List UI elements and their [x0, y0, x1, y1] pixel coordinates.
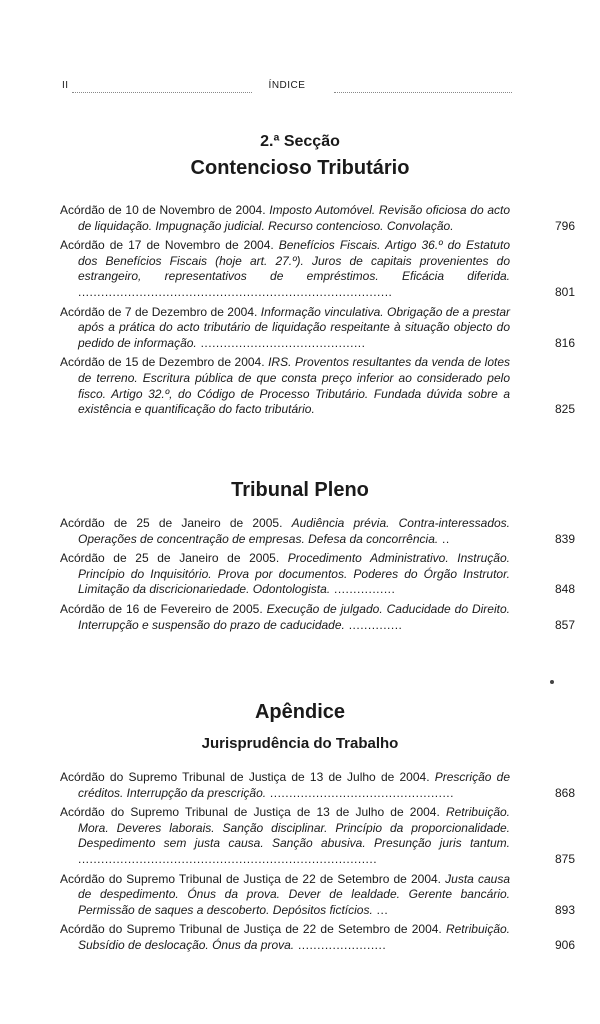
entry-page: 816 [554, 335, 575, 350]
entry-title: Audiência prévia. Contra-interessados. Operações de concentração de empresas. Defesa da concorrência. [78, 516, 511, 546]
toc-list [60, 770, 575, 958]
entry-lead: Acórdão de 15 de Dezembro de 2004. [60, 355, 269, 370]
entry-page: 868 [554, 785, 575, 800]
entry-lead: Acórdão de 25 de Janeiro de 2005. [60, 551, 288, 566]
entry-lead: Acórdão do Supremo Tribunal de Justiça de 22 de Setembro de 2004. [60, 922, 446, 937]
dot-leader: ........................................... [196, 335, 366, 350]
entry-title: Execução de julgado. Caducidade do Direito. Interrupção e suspensão do prazo de caducidade. [78, 601, 510, 632]
toc-list [60, 203, 575, 422]
toc-entry[interactable] [60, 602, 575, 633]
entry-title: Justa causa de despedimento. Ónus da prova. Dever de lealdade. Gerente bancário. Permissão de saques a descoberto. Depósitos fictícios. [78, 871, 510, 917]
entry-title: Procedimento Administrativo. Instrução. Princípio do Inquisitório. Prova por documentos. Poderes do Órgão Instrutor. Limitação da discricionariedade. Odontologista. [78, 551, 510, 597]
entry-page: 893 [554, 902, 575, 917]
entry-page: 857 [554, 617, 575, 632]
entry-lead: Acórdão de 7 de Dezembro de 2004. [60, 304, 261, 319]
entry-title: Retribuição. Mora. Deveres laborais. Sanção disciplinar. Princípio da proporcionalidade. Despedimento sem justa causa. Sanção abusiva. Presunção juris tantum. [78, 805, 510, 851]
toc-entry[interactable] [60, 770, 575, 801]
entry-lead: Acórdão de 17 de Novembro de 2004. [60, 238, 279, 253]
dot-leader: ... [372, 902, 389, 917]
entry-page: 906 [554, 937, 575, 952]
header-rule-right [334, 92, 512, 93]
dot-leader: .................................................................................. [78, 284, 393, 299]
section-title: Contencioso Tributário [190, 157, 410, 179]
toc-entry[interactable] [60, 805, 575, 867]
dot-leader: ................................................ [266, 785, 454, 800]
dot-leader: .............. [344, 617, 403, 632]
header-rule-left [72, 92, 252, 93]
entry-page: 801 [554, 284, 575, 299]
entry-lead: Acórdão do Supremo Tribunal de Justiça de 13 de Julho de 2004. [60, 805, 446, 820]
toc-entry[interactable] [60, 238, 575, 300]
entry-lead: Acórdão do Supremo Tribunal de Justiça de 22 de Setembro de 2004. [60, 871, 446, 886]
entry-lead: Acórdão de 10 de Novembro de 2004. [60, 203, 270, 217]
toc-entry[interactable] [60, 551, 575, 598]
entry-page: 839 [554, 531, 575, 546]
section-label: 2.ª Secção [260, 133, 340, 150]
entry-page: 796 [554, 218, 575, 233]
page-number: II [62, 80, 69, 91]
entry-lead: Acórdão de 25 de Janeiro de 2005. [60, 516, 292, 530]
dot-leader: .. [438, 531, 450, 546]
section-subtitle: Jurisprudência do Trabalho [201, 735, 399, 752]
toc-entry[interactable] [60, 872, 575, 919]
entry-title: Imposto Automóvel. Revisão oficiosa do acto de liquidação. Impugnação judicial. Recurso contencioso. Convolação. [78, 203, 510, 233]
header-title: ÍNDICE [268, 80, 306, 91]
entry-title: Prescrição de créditos. Interrupção da prescrição. [78, 770, 510, 800]
entry-lead: Acórdão de 16 de Fevereiro de 2005. [60, 601, 267, 616]
dot-leader: ................ [330, 582, 396, 597]
toc-entry[interactable] [60, 355, 575, 417]
toc-entry[interactable] [60, 922, 575, 953]
running-header [62, 80, 512, 94]
toc-entry[interactable] [60, 203, 575, 234]
entry-page: 825 [554, 402, 575, 417]
entry-page: 875 [554, 851, 575, 866]
section-title: Apêndice [254, 701, 346, 723]
toc-entry[interactable] [60, 305, 575, 352]
entry-title: Informação vinculativa. Obrigação de a prestar após a prática do acto tributário de liquidação respeitante à situação objecto do pedido de informação. [78, 304, 511, 350]
entry-title: Benefícios Fiscais. Artigo 36.º do Estatuto dos Benefícios Fiscais (hoje art. 27.º). Juros de capitais provenientes do estrangeiro, representativos de empréstimos. Eficácia diferida. [78, 238, 510, 284]
section-title: Tribunal Pleno [231, 479, 369, 501]
dot-leader: .............................................................................. [78, 851, 378, 866]
entry-page: 848 [554, 582, 575, 597]
toc-entry[interactable] [60, 516, 575, 547]
stray-mark [550, 680, 554, 684]
toc-list [60, 516, 575, 637]
entry-title: Retribuição. Subsídio de deslocação. Ónus da prova. [78, 922, 510, 952]
entry-lead: Acórdão do Supremo Tribunal de Justiça de 13 de Julho de 2004. [60, 770, 435, 784]
entry-title: IRS. Proventos resultantes da venda de lotes de terreno. Escritura pública de que consta preço inferior ao considerado pelo fisco. Artigo 32.º, do Código de Processo Tributário. Fundada dúvida sobre a existência e quantificação do facto tributário. [78, 355, 510, 417]
dot-leader: ....................... [294, 937, 387, 952]
